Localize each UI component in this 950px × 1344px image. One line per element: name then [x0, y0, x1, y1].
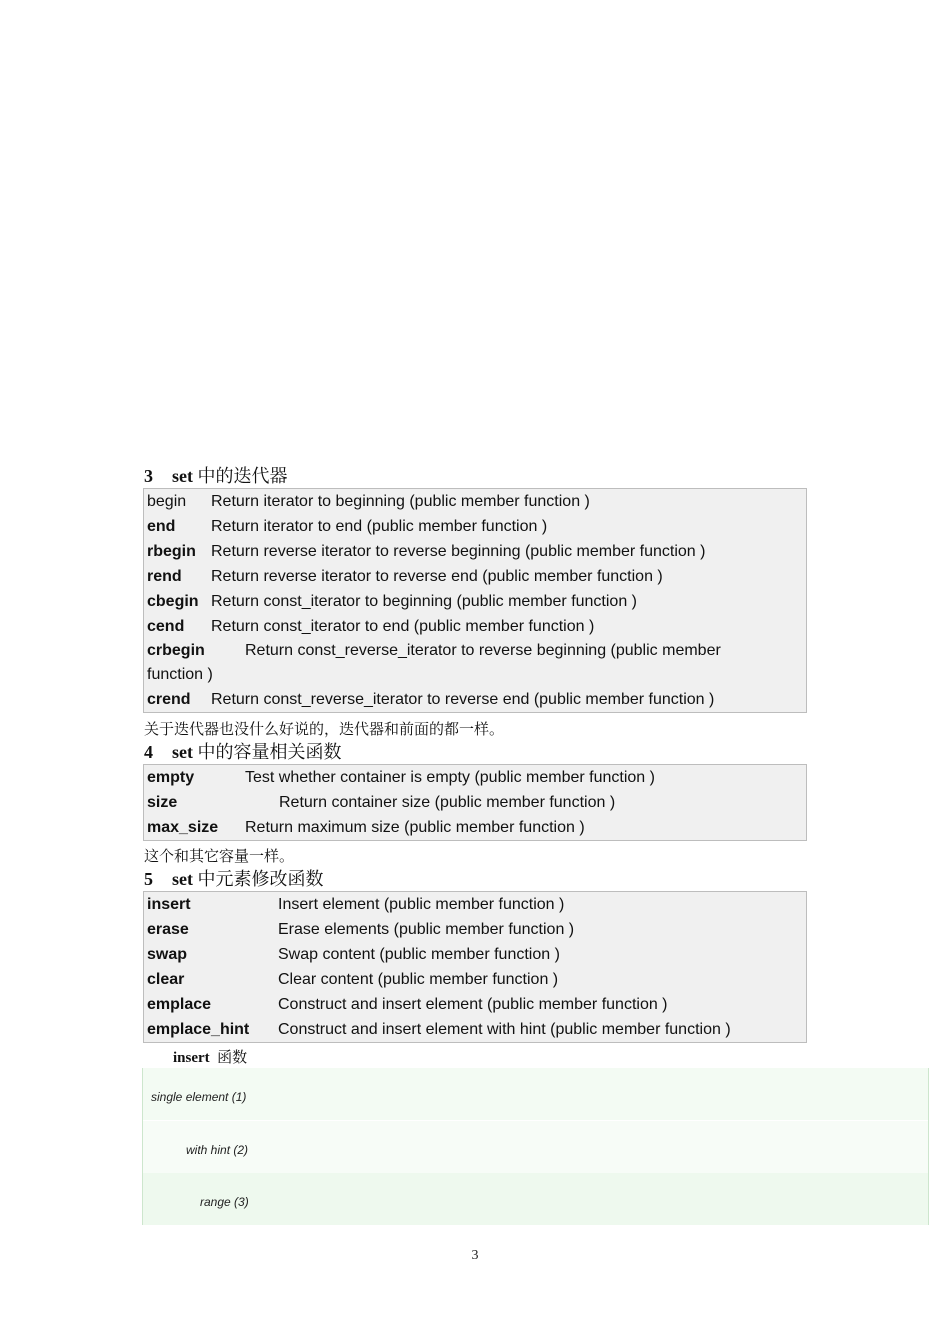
- function-description: Swap content (public member function ): [278, 946, 560, 963]
- function-description: Insert element (public member function ): [278, 896, 565, 913]
- table-row: [144, 489, 806, 514]
- table-row: [144, 539, 806, 564]
- section-4-heading: [144, 738, 342, 764]
- section-keyword: set: [172, 742, 193, 762]
- function-name: clear: [147, 971, 185, 988]
- overload-label: with hint (2): [186, 1143, 249, 1157]
- table-row: [144, 992, 806, 1017]
- table-row: [144, 942, 806, 967]
- function-name: emplace_hint: [147, 1021, 250, 1038]
- function-name: size: [147, 794, 178, 811]
- insert-subheading: [173, 1046, 247, 1067]
- section-title: 中的容量相关函数: [197, 742, 342, 762]
- table-row: [144, 1017, 806, 1042]
- insert-title: 函数: [217, 1050, 248, 1066]
- table-row: [144, 765, 806, 790]
- function-name: crbegin: [147, 642, 205, 659]
- function-name: swap: [147, 946, 188, 963]
- function-description: Return const_reverse_iterator to reverse beginning (public member: [245, 642, 721, 659]
- section-keyword: set: [172, 466, 193, 486]
- function-description: Return reverse iterator to reverse end (public member function ): [211, 568, 663, 585]
- section-title: 中元素修改函数: [197, 869, 324, 889]
- function-description: Return const_reverse_iterator to reverse end (public member function ): [211, 691, 715, 708]
- modifier-table: [143, 891, 807, 1043]
- table-row: [144, 892, 806, 917]
- function-name: emplace: [147, 996, 212, 1013]
- function-description: Erase elements (public member function ): [278, 921, 575, 938]
- table-row: [144, 639, 806, 687]
- table-row: [144, 790, 806, 815]
- table-row: [144, 614, 806, 639]
- section-number: 3: [144, 466, 153, 486]
- table-row: [144, 589, 806, 614]
- function-name: rend: [147, 568, 182, 585]
- function-description: Clear content (public member function ): [278, 971, 559, 988]
- section-title: 中的迭代器: [197, 466, 288, 486]
- function-name: cend: [147, 618, 185, 635]
- function-name: crend: [147, 691, 191, 708]
- table-row: [144, 967, 806, 992]
- section-4-note: 这个和其它容量一样。: [144, 849, 295, 865]
- function-name: end: [147, 518, 176, 535]
- insert-overloads-box: [142, 1068, 929, 1225]
- table-row: [144, 687, 806, 712]
- function-description: Return iterator to end (public member function ): [211, 518, 548, 535]
- overload-label: single element (1): [151, 1090, 247, 1104]
- section-number: 5: [144, 869, 153, 889]
- overload-row: [143, 1068, 928, 1120]
- function-description: Construct and insert element with hint (public member function ): [278, 1021, 731, 1038]
- function-description: Return container size (public member function ): [279, 794, 616, 811]
- section-number: 4: [144, 742, 153, 762]
- function-name: empty: [147, 769, 195, 786]
- overload-row: [143, 1121, 928, 1173]
- function-description: Construct and insert element (public member function ): [278, 996, 668, 1013]
- function-name: erase: [147, 921, 189, 938]
- overload-row: [143, 1173, 928, 1225]
- section-3-heading: [144, 462, 288, 488]
- function-description: Return maximum size (public member function ): [245, 819, 585, 836]
- table-row: [144, 815, 806, 840]
- function-name: max_size: [147, 819, 219, 836]
- function-name: insert: [147, 896, 191, 913]
- function-description: Return const_iterator to beginning (public member function ): [211, 593, 637, 610]
- function-description-continued: function ): [147, 666, 213, 683]
- overload-label: range (3): [200, 1195, 249, 1209]
- function-description: Test whether container is empty (public member function ): [245, 769, 655, 786]
- function-description: Return const_iterator to end (public member function ): [211, 618, 595, 635]
- function-name: rbegin: [147, 543, 196, 560]
- capacity-table: [143, 764, 807, 841]
- section-keyword: set: [172, 869, 193, 889]
- function-name: cbegin: [147, 593, 199, 610]
- table-row: [144, 514, 806, 539]
- insert-keyword: insert: [173, 1050, 210, 1066]
- page-number: 3: [471, 1248, 479, 1263]
- function-description: Return reverse iterator to reverse beginning (public member function ): [211, 543, 706, 560]
- function-name: begin: [147, 493, 187, 510]
- table-row: [144, 917, 806, 942]
- iterator-table: [143, 488, 807, 713]
- section-3-note: 关于迭代器也没什么好说的，迭代器和前面的都一样。: [144, 722, 505, 738]
- section-5-heading: [144, 865, 324, 891]
- table-row: [144, 564, 806, 589]
- function-description: Return iterator to beginning (public member function ): [211, 493, 590, 510]
